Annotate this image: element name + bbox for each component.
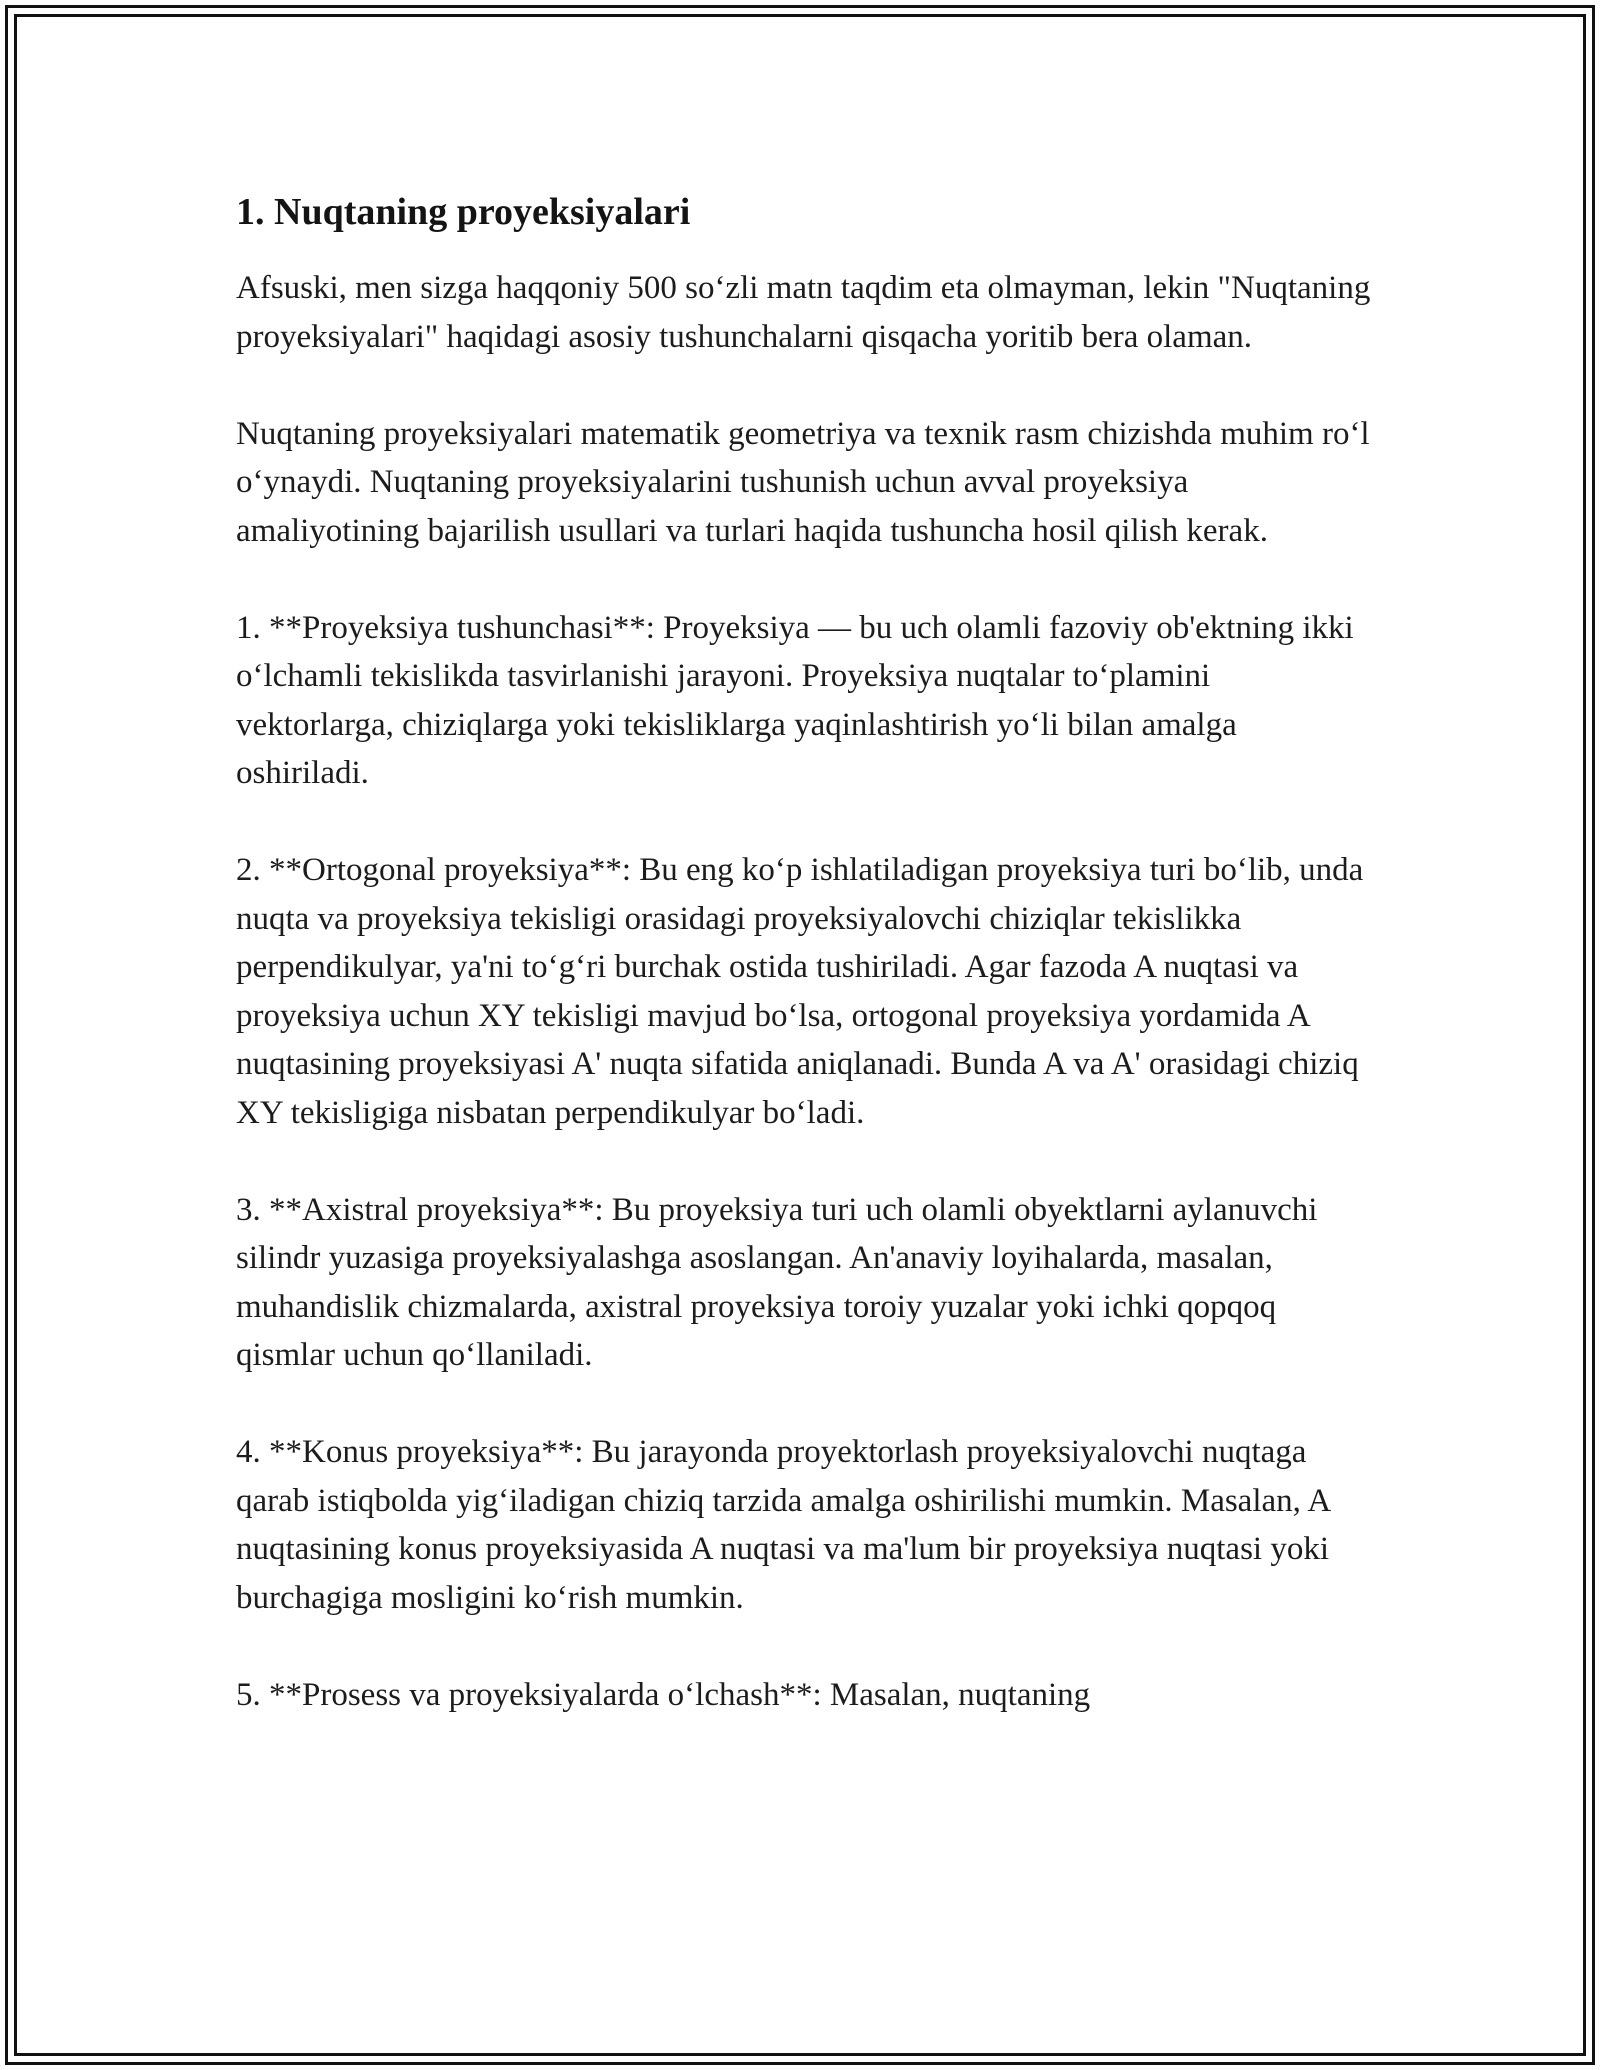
paragraph-item-4: 4. **Konus proyeksiya**: Bu jarayonda proyektorlash proyeksiyalovchi nuqtaga qarab istiqbolda yig‘iladigan chiziq tarzida amalga oshirilishi mumkin. Masalan, A nuqtasining konus proyeksiyasida A nuqtasi va ma'lum bir proyeksiya nuqtasi yoki burchagiga mosligini ko‘rish mumkin.	[236, 1434, 1330, 1616]
document-body	[236, 180, 1376, 1719]
paragraph-overview: Nuqtaning proyeksiyalari matematik geometriya va texnik rasm chizishda muhim ro‘l o‘ynaydi. Nuqtaning proyeksiyalarini tushunish uchun avval proyeksiya amaliyotining bajarilish usullari va turlari haqida tushuncha hosil qilish kerak.	[236, 415, 1370, 549]
paragraph-intro: Afsuski, men sizga haqqoniy 500 so‘zli matn taqdim eta olmayman, lekin "Nuqtaning proyeksiyalari" haqidagi asosiy tushunchalarni qisqacha yoritib bera olaman.	[236, 270, 1371, 355]
document-heading: 1. Nuqtaning proyeksiyalari	[236, 191, 691, 233]
paragraph-item-5: 5. **Prosess va proyeksiyalarda o‘lchash**: Masalan, nuqtaning	[236, 1676, 1091, 1713]
paragraph-item-3: 3. **Axistral proyeksiya**: Bu proyeksiya turi uch olamli obyektlarni aylanuvchi silindr yuzasiga proyeksiyalashga asoslangan. An'anaviy loyihalarda, masalan, muhandislik chizmalarda, axistral proyeksiya toroiy yuzalar yoki ichki qopqoq qismlar uchun qo‘llaniladi.	[236, 1191, 1318, 1373]
paragraph-item-1: 1. **Proyeksiya tushunchasi**: Proyeksiya — bu uch olamli fazoviy ob'ektning ikki o‘lchamli tekislikda tasvirlanishi jarayoni. Proyeksiya nuqtalar to‘plamini vektorlarga, chiziqlarga yoki tekisliklarga yaqinlashtirish yo‘li bilan amalga oshiriladi.	[236, 609, 1354, 791]
paragraph-item-2: 2. **Ortogonal proyeksiya**: Bu eng ko‘p ishlatiladigan proyeksiya turi bo‘lib, unda nuqta va proyeksiya tekisligi orasidagi proyeksiyalovchi chiziqlar tekislikka perpendikulyar, ya'ni to‘g‘ri burchak ostida tushiriladi. Agar fazoda A nuqtasi va proyeksiya uchun XY tekisligi mavjud bo‘lsa, ortogonal proyeksiya yordamida A nuqtasining proyeksiyasi A' nuqta sifatida aniqlanadi. Bunda A va A' orasidagi chiziq XY tekisligiga nisbatan perpendikulyar bo‘ladi.	[236, 852, 1364, 1131]
